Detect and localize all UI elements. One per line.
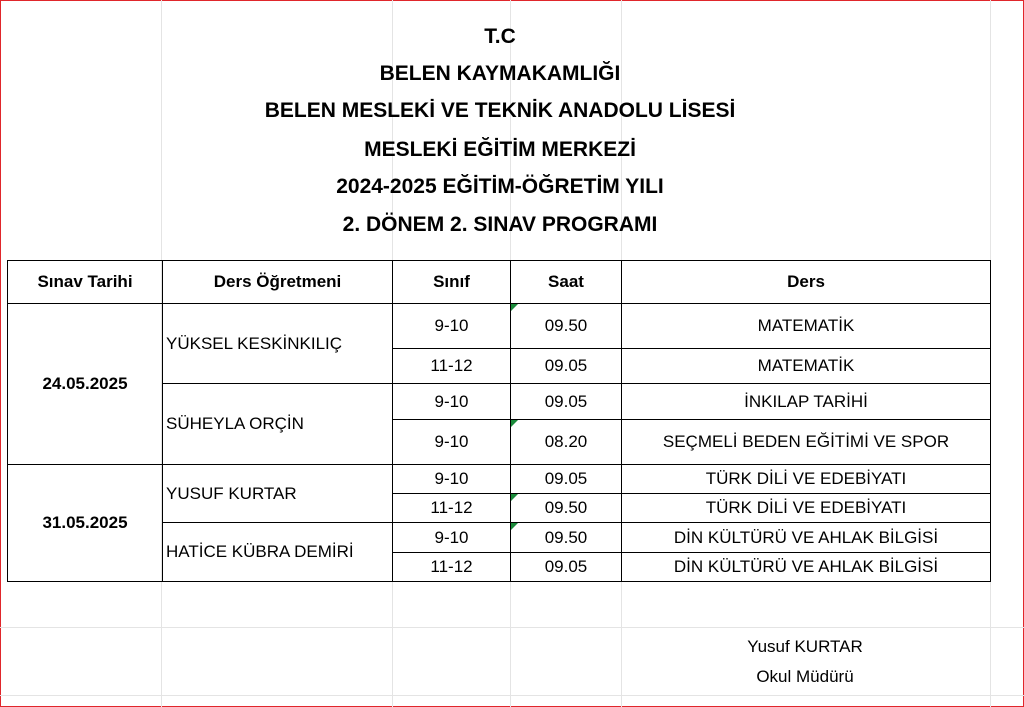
class-cell: 11-12 <box>393 349 511 384</box>
time-cell: 09.05 <box>511 349 622 384</box>
time-cell: 09.50 <box>511 304 622 349</box>
gridline <box>0 695 1024 696</box>
course-cell: SEÇMELİ BEDEN EĞİTİMİ VE SPOR <box>622 420 991 465</box>
time-cell: 08.20 <box>511 420 622 465</box>
time-cell: 09.05 <box>511 553 622 582</box>
header-line-5: 2024-2025 EĞİTİM-ÖĞRETİM YILI <box>336 175 664 198</box>
class-cell: 11-12 <box>393 553 511 582</box>
class-cell: 9-10 <box>393 304 511 349</box>
exam-schedule-table <box>7 260 991 582</box>
teacher-cell: YÜKSEL KESKİNKILIÇ <box>163 304 393 384</box>
course-cell: İNKILAP TARİHİ <box>622 384 991 420</box>
column-header-course: Ders <box>622 261 991 304</box>
table-header-row <box>8 261 991 304</box>
column-header-class: Sınıf <box>393 261 511 304</box>
class-cell: 9-10 <box>393 523 511 553</box>
table-row <box>8 304 991 349</box>
time-cell: 09.05 <box>511 384 622 420</box>
course-cell: DİN KÜLTÜRÜ VE AHLAK BİLGİSİ <box>622 523 991 553</box>
signature-title: Okul Müdürü <box>756 667 854 686</box>
course-cell: TÜRK DİLİ VE EDEBİYATI <box>622 465 991 494</box>
course-cell: TÜRK DİLİ VE EDEBİYATI <box>622 494 991 523</box>
header-line-3: BELEN MESLEKİ VE TEKNİK ANADOLU LİSESİ <box>264 99 736 122</box>
header-line-2: BELEN KAYMAKAMLIĞI <box>379 62 621 85</box>
time-cell: 09.50 <box>511 494 622 523</box>
exam-date-cell: 31.05.2025 <box>8 465 163 582</box>
column-header-teacher: Ders Öğretmeni <box>163 261 393 304</box>
class-cell: 9-10 <box>393 420 511 465</box>
teacher-cell: YUSUF KURTAR <box>163 465 393 523</box>
header-line-6: 2. DÖNEM 2. SINAV PROGRAMI <box>342 213 658 236</box>
time-cell: 09.50 <box>511 523 622 553</box>
signature-name: Yusuf KURTAR <box>747 637 863 656</box>
header-line-1: T.C <box>484 25 516 48</box>
header-line-4: MESLEKİ EĞİTİM MERKEZİ <box>364 138 636 161</box>
class-cell: 9-10 <box>393 384 511 420</box>
class-cell: 11-12 <box>393 494 511 523</box>
exam-date-cell: 24.05.2025 <box>8 304 163 465</box>
column-header-date: Sınav Tarihi <box>8 261 163 304</box>
table-row <box>8 465 991 494</box>
time-cell: 09.05 <box>511 465 622 494</box>
teacher-cell: HATİCE KÜBRA DEMİRİ <box>163 523 393 582</box>
gridline <box>0 627 1024 628</box>
teacher-cell: SÜHEYLA ORÇİN <box>163 384 393 465</box>
class-cell: 9-10 <box>393 465 511 494</box>
column-header-time: Saat <box>511 261 622 304</box>
course-cell: MATEMATİK <box>622 349 991 384</box>
course-cell: DİN KÜLTÜRÜ VE AHLAK BİLGİSİ <box>622 553 991 582</box>
course-cell: MATEMATİK <box>622 304 991 349</box>
